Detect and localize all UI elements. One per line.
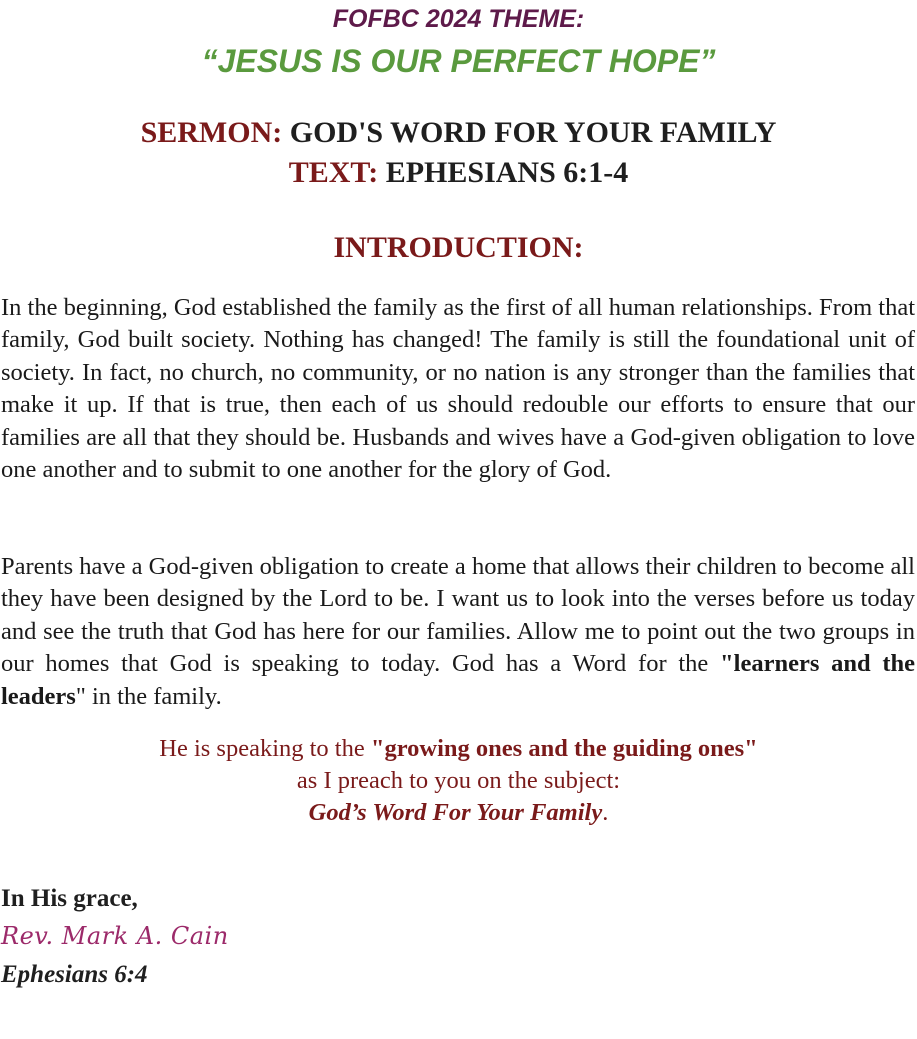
paragraph-2-text: Parents have a God-given obligation to create a home that allows their children to become all they have been designed by the Lord to be. I want us to look into the verses before us today and see the truth that God has here for our families. Allow me to point out the two groups in our homes that God is speaking to today. God has a Word for the — [1, 553, 915, 678]
scripture-text-line — [0, 155, 917, 191]
closing-line-1-text: He is speaking to the — [159, 735, 371, 762]
closing-line-1 — [0, 733, 917, 765]
introduction-heading: INTRODUCTION: — [333, 231, 584, 264]
closing-period: . — [602, 799, 609, 826]
scripture-reference: EPHESIANS 6:1-4 — [385, 156, 629, 189]
sermon-title-line — [0, 115, 917, 151]
closing-line-3 — [0, 797, 917, 829]
signature-name: Rev. Mark A. Cain — [1, 922, 229, 950]
sermon-title: GOD'S WORD FOR YOUR FAMILY — [289, 116, 777, 149]
text-label: TEXT: — [288, 156, 379, 189]
signature-reference: Ephesians 6:4 — [1, 961, 148, 988]
closing-statement — [0, 733, 917, 829]
paragraph-2-end: " in the family. — [75, 682, 222, 710]
sermon-subject-title: God’s Word For Your Family — [308, 799, 603, 826]
signature-greeting: In His grace, — [1, 885, 138, 912]
theme-heading: FOFBC 2024 THEME: — [332, 5, 585, 33]
introduction-paragraph-1: In the beginning, God established the family as the first of all human relationships. From that family, God built society. Nothing has changed! The family is still the foundational unit of society. In fact, no church, no community, or no nation is any stronger than the families that make it up. If that is true, then each of us should redouble our efforts to ensure that our families are all that they should be. Husbands and wives have a God-given obligation to love one another and to submit to one another for the glory of God. — [1, 294, 915, 484]
theme-title: “JESUS IS OUR PERFECT HOPE” — [201, 43, 716, 79]
closing-line-2: as I preach to you on the subject: — [296, 767, 621, 794]
sermon-label: SERMON: — [140, 116, 283, 149]
introduction-paragraph-2 — [1, 551, 915, 713]
learners-leaders-phrase: "learners and the leaders — [1, 650, 915, 710]
growing-guiding-phrase: "growing ones and the guiding ones" — [370, 735, 758, 762]
